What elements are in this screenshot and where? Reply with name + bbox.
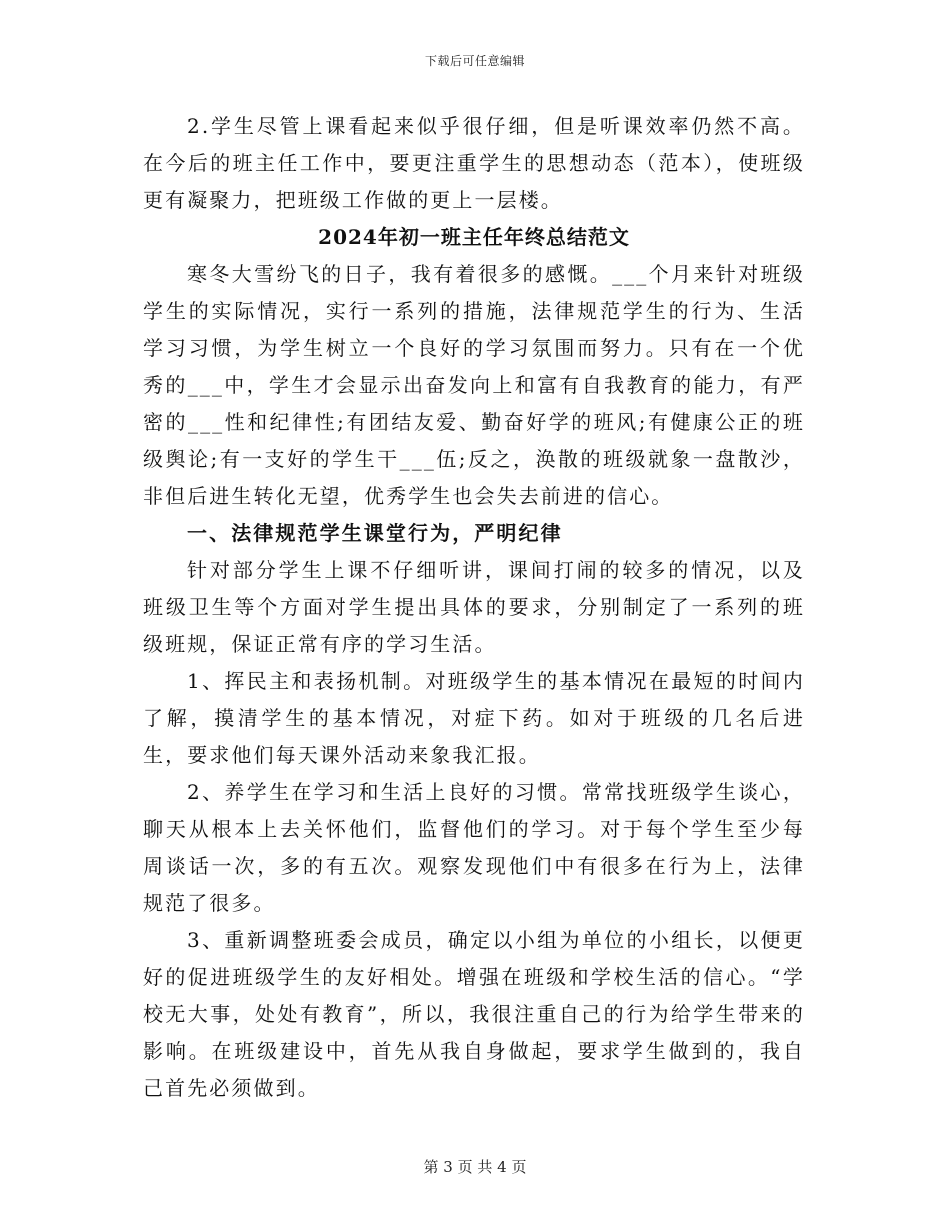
section-intro-paragraph: 针对部分学生上课不仔细听讲，课间打闹的较多的情况，以及班级卫生等个方面对学生提出具体的要求，分别制定了一系列的班级班规，保证正常有序的学习生活。 xyxy=(143,558,805,656)
page-header: 下载后可任意编辑 xyxy=(424,54,525,68)
paragraph-continuation: 2.学生尽管上课看起来似乎很仔细，但是听课效率仍然不高。在今后的班主任工作中，要更注重学生的思想动态（范本），使班级更有凝聚力，把班级工作做的更上一层楼。 xyxy=(143,114,805,212)
list-item-3: 3、重新调整班委会成员，确定以小组为单位的小组长，以便更好的促进班级学生的友好相处。增强在班级和学校生活的信心。“学校无大事，处处有教育”，所以，我很注重自己的行为给学生带来的影响。在班级建设中，首先从我自身做起，要求学生做到的，我自己首先必须做到。 xyxy=(143,928,805,1100)
page-footer: 第 3 页 共 4 页 xyxy=(423,1158,527,1176)
paragraph-intro: 寒冬大雪纷飞的日子，我有着很多的感慨。___个月来针对班级学生的实际情况，实行一系列的措施，法律规范学生的行为、生活学习习惯，为学生树立一个良好的学习氛围而努力。只有在一个优秀的___中，学生才会显示出奋发向上和富有自我教育的能力，有严密的___性和纪律性;有团结友爱、勤奋好学的班风;有健康公正的班级舆论;有一支好的学生干___伍;反之，涣散的班级就象一盘散沙，非但后进生转化无望，优秀学生也会失去前进的信心。 xyxy=(143,262,805,508)
list-item-1: 1、挥民主和表扬机制。对班级学生的基本情况在最短的时间内了解，摸清学生的基本情况，对症下药。如对于班级的几名后进生，要求他们每天课外活动来象我汇报。 xyxy=(143,669,805,767)
document-body xyxy=(143,108,805,1107)
document-title: 2024年初一班主任年终总结范文 xyxy=(318,225,630,249)
section-heading: 一、法律规范学生课堂行为，严明纪律 xyxy=(187,521,563,545)
list-item-2: 2、养学生在学习和生活上良好的习惯。常常找班级学生谈心，聊天从根本上去关怀他们，监督他们的学习。对于每个学生至少每周谈话一次，多的有五次。观察发现他们中有很多在行为上，法律规范了很多。 xyxy=(143,780,805,915)
